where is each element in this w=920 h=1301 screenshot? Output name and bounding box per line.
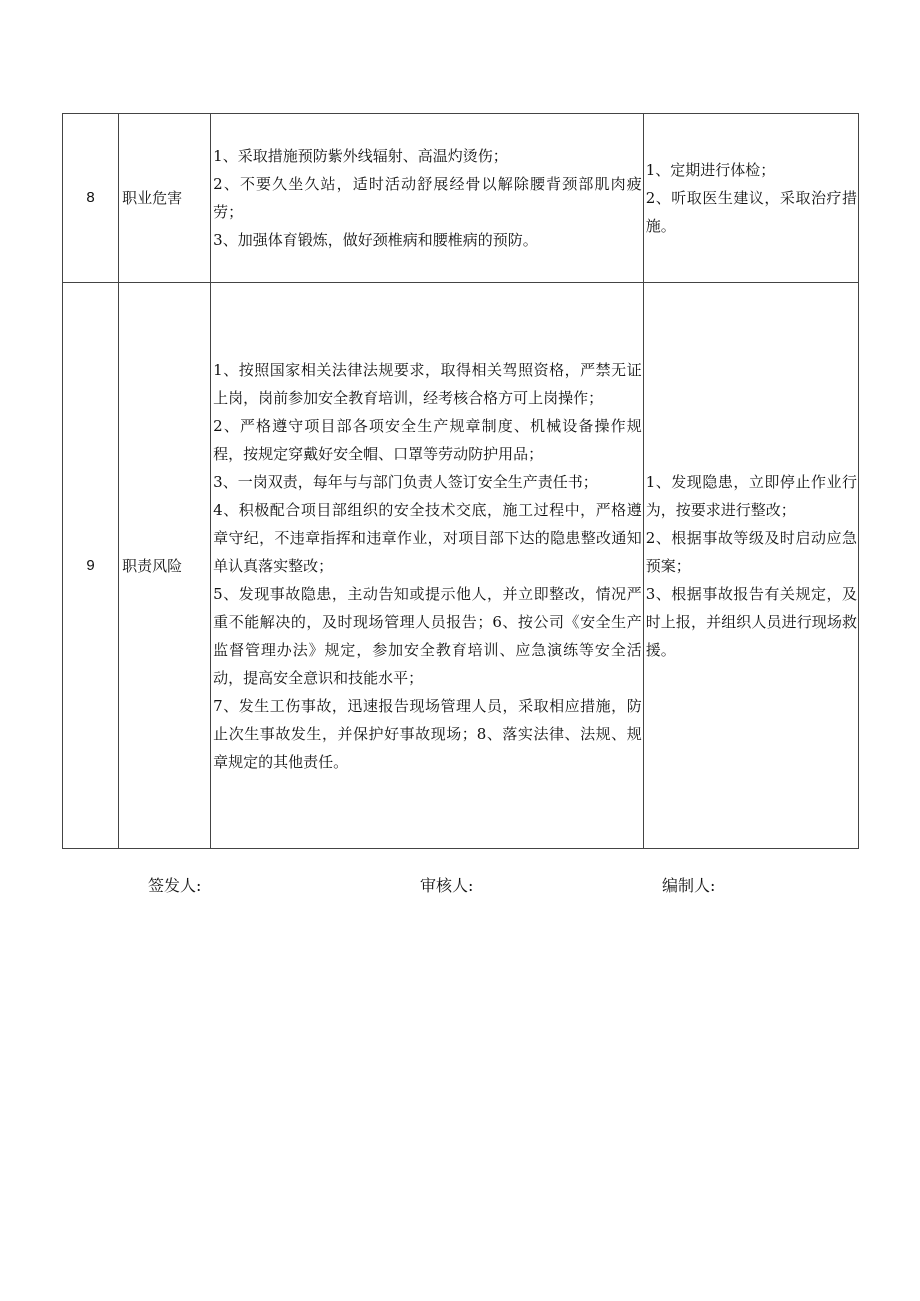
measure-item: 3、加强体育锻炼，做好颈椎病和腰椎病的预防。 [213, 231, 538, 249]
measure-item: 7、发生工伤事故，迅速报告现场管理人员，采取相应措施，防止次生事故发生，并保护好事故现场；8、落实法律、法规、规章规定的其他责任。 [213, 696, 642, 771]
response-item: 2、根据事故等级及时启动应急预案； [645, 528, 857, 575]
measure-item: 4、积极配合项目部组织的安全技术交底，施工过程中，严格遵章守纪，不违章指挥和违章作业，对项目部下达的隐患整改通知单认真落实整改； [213, 500, 642, 575]
risk-category: 职责风险 [119, 283, 211, 849]
emergency-response [643, 114, 858, 283]
control-measures [211, 114, 644, 283]
response-item: 1、发现隐患，立即停止作业行为，按要求进行整改； [645, 472, 857, 519]
compiler-label: 编制人: [662, 876, 716, 895]
measure-item: 1、按照国家相关法律法规要求，取得相关驾照资格，严禁无证上岗，岗前参加安全教育培训，经考核合格方可上岗操作； [213, 360, 642, 407]
emergency-response [643, 283, 858, 849]
risk-category: 职业危害 [119, 114, 211, 283]
signature-line [0, 873, 920, 903]
reviewer-label: 审核人: [420, 876, 474, 895]
table-row [63, 283, 859, 849]
measure-item: 2、不要久坐久站，适时活动舒展经骨以解除腰背颈部肌肉疲劳； [213, 175, 642, 221]
row-number: 8 [63, 114, 119, 283]
control-measures [211, 283, 644, 849]
response-item: 2、听取医生建议，采取治疗措施。 [645, 189, 857, 235]
response-item: 3、根据事故报告有关规定，及时上报，并组织人员进行现场救援。 [645, 584, 857, 659]
response-item: 1、定期进行体检； [645, 161, 776, 179]
row-number: 9 [63, 283, 119, 849]
measure-item: 3、一岗双责，每年与与部门负责人签订安全生产责任书； [213, 472, 598, 491]
risk-table [62, 113, 859, 849]
measure-item: 2、严格遵守项目部各项安全生产规章制度、机械设备操作规程，按规定穿戴好安全帽、口罩等劳动防护用品； [213, 416, 642, 463]
measure-item: 5、发现事故隐患，主动告知或提示他人，并立即整改，情况严重不能解决的，及时现场管理人员报告；6、按公司《安全生产监督管理办法》规定，参加安全教育培训、应急演练等安全活动，提高安全意识和技能水平； [213, 584, 642, 687]
issuer-label: 签发人: [148, 876, 202, 895]
measure-item: 1、采取措施预防紫外线辐射、高温灼烫伤； [213, 147, 508, 165]
table-row [63, 114, 859, 283]
